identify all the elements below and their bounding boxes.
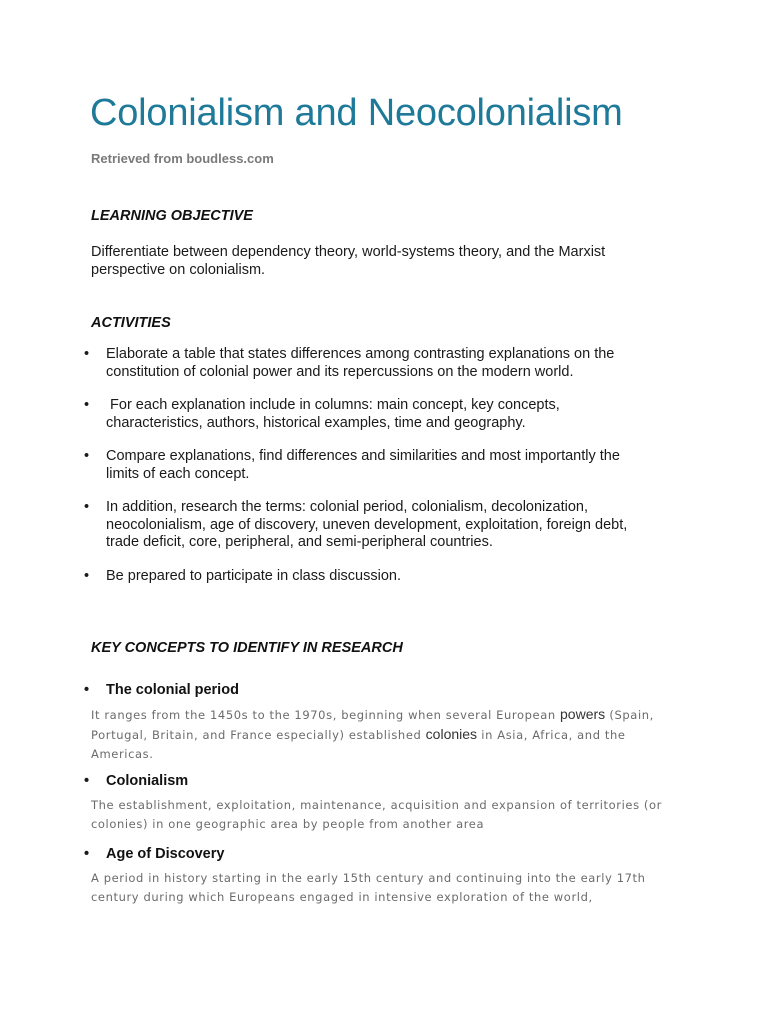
list-item [0,346,656,381]
description-text: It ranges from the 1450s to the 1970s, beginning when several European [91,708,561,722]
activity-text: Be prepared to participate in class discussion. [106,567,401,584]
key-concept-label: Age of Discovery [106,846,225,862]
key-concept-label: Colonialism [106,773,189,789]
activity-text: Elaborate a table that states differences among contrasting explanations on the constitution of colonial power and its repercussions on the modern world. [106,346,615,380]
bullet-icon: • [84,499,90,515]
activities-list [0,346,768,601]
source-note: Retrieved from boudless.com [91,151,274,166]
list-item [0,397,656,432]
bullet-icon: • [84,773,90,789]
description-text: (Spain, Portugal, Britain, and France especially) established [91,708,654,742]
bullet-icon: • [84,682,90,698]
bullet-icon: • [84,567,90,584]
powers-link: powers [560,706,606,722]
description-text: in Asia, Africa, and the Americas. [91,728,626,761]
bullet-icon: • [84,846,90,862]
key-concepts-heading: KEY CONCEPTS TO IDENTIFY IN RESEARCH [91,640,403,656]
page-title: Colonialism and Neocolonialism [90,92,623,134]
bullet-icon: • [84,397,90,413]
key-concept-label: The colonial period [106,682,239,698]
colonies-link: colonies [425,726,478,742]
key-concept-description: A period in history starting in the early 15th century and continuing into the early 17th century during which Europeans engaged in intensive exploration of the world, [91,871,646,904]
activities-heading: ACTIVITIES [91,315,171,331]
activity-text: In addition, research the terms: colonial period, colonialism, decolonization, neocolonialism, age of discovery, uneven development, exploitation, foreign debt, trade deficit, core, peripheral, and semi-peripheral countries. [106,499,628,550]
key-concept-description [91,705,681,764]
list-item [0,499,656,552]
bullet-icon: • [84,448,90,464]
bullet-icon: • [84,346,90,362]
key-concept-description: The establishment, exploitation, maintenance, acquisition and expansion of territories (or colonies) in one geographic area by people from another area [91,798,662,831]
learning-objective-heading: LEARNING OBJECTIVE [91,208,253,224]
activity-text: For each explanation include in columns: main concept, key concepts, characteristics, authors, historical examples, time and geography. [106,397,564,431]
list-item [0,568,656,586]
learning-objective-text: Differentiate between dependency theory, world-systems theory, and the Marxist perspective on colonialism. [91,244,606,278]
activity-text: Compare explanations, find differences and similarities and most importantly the limits of each concept. [106,448,620,482]
list-item [0,448,656,483]
